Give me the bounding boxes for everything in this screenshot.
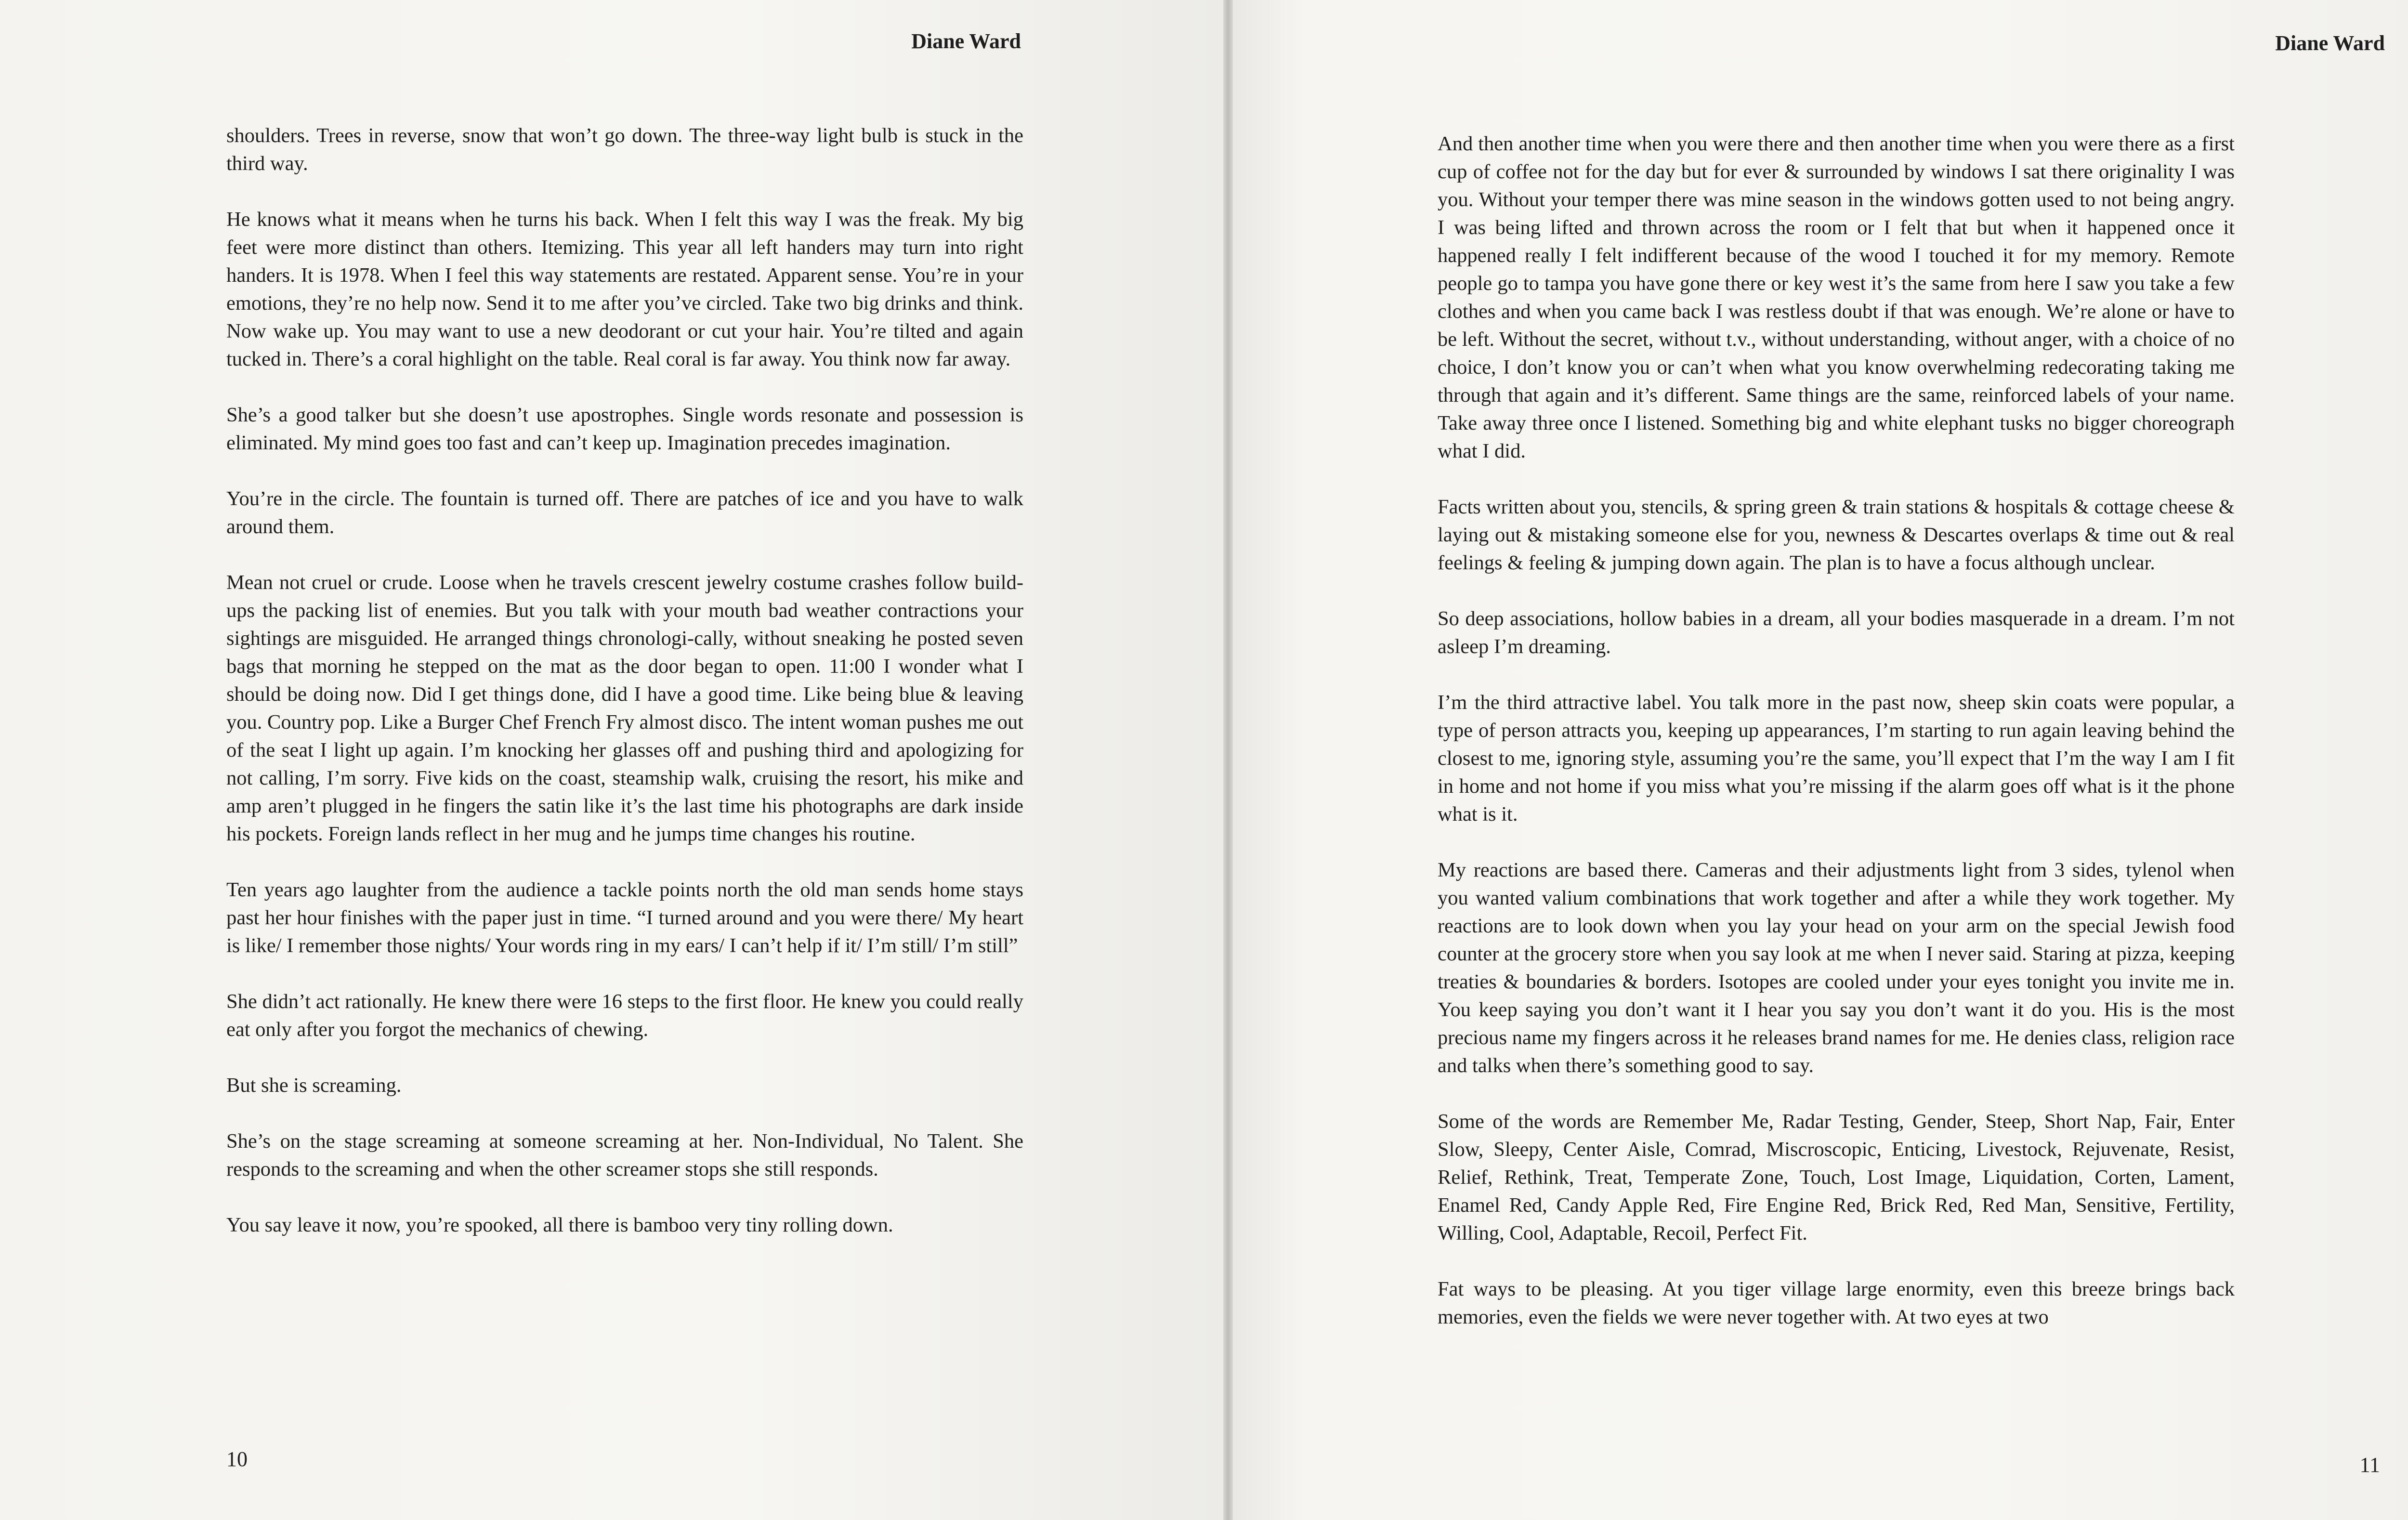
left-paragraph: You’re in the circle. The fountain is turned off. There are patches of ice and you have to walk around them. [226, 487, 1023, 538]
right-paragraph: My reactions are based there. Cameras and their adjustments light from 3 sides, tylenol when you wanted valium combinations that work together and after a while they work together. My reactions are to look down when you lay your head on your arm on the special Jewish food counter at the grocery store when you say look at me when I never said. Staring at pizza, keeping treaties & boundaries & borders. Isotopes are cooled under your eyes tonight you invite me in. You keep saying you don’t want it I hear you say you don’t want it do you. His is the most precious name my fingers across it he releases brand names for me. He denies class, religion race and talks when there’s something good to say. [1438, 859, 2235, 1077]
right-text-block [1438, 130, 2235, 1331]
left-paragraph: He knows what it means when he turns his back. When I felt this way I was the freak. My big feet were more distinct than others. Itemizing. This year all left handers may turn into right handers. It is 1978. When I feel this way statements are restated. Apparent sense. You’re in your emotions, they’re no help now. Send it to me after you’ve circled. Take two big drinks and think. Now wake up. You may want to use a new deodorant or cut your hair. You’re tilted and again tucked in. There’s a coral highlight on the table. Real coral is far away. You think now far away. [226, 208, 1023, 370]
left-paragraph: Mean not cruel or crude. Loose when he travels crescent jewelry costume crashes follow build-ups the packing list of enemies. But you talk with your mouth bad weather contractions your sightings are misguided. He arranged things chronologi-cally, without sneaking he posted seven bags that morning he stepped on the mat as the door began to open. 11:00 I wonder what I should be doing now. Did I get things done, did I have a good time. Like being blue & leaving you. Country pop. Like a Burger Chef French Fry almost disco. The intent woman pushes me out of the seat I light up again. I’m knocking her glasses off and pushing third and apologizing for not calling, I’m sorry. Five kids on the coast, steamship walk, cruising the resort, his mike and amp aren’t plugged in he fingers the satin like it’s the last time his photographs are dark inside his pockets. Foreign lands reflect in her mug and he jumps time changes his routine. [226, 571, 1023, 845]
right-paragraph: Facts written about you, stencils, & spring green & train stations & hospitals & cottage cheese & laying out & mistaking someone else for you, newness & Descartes overlaps & time out & real feelings & feeling & jumping down again. The plan is to have a focus although unclear. [1438, 496, 2235, 574]
left-paragraph: Ten years ago laughter from the audience a tackle points north the old man sends home stays past her hour finishes with the paper just in time. “I turned around and you were there/ My heart is like/ I remember those nights/ Your words ring in my ears/ I can’t help if it/ I’m still/ I’m still” [226, 878, 1023, 957]
left-paragraph: She didn’t act rationally. He knew there were 16 steps to the first floor. He knew you could really eat only after you forgot the mechanics of chewing. [226, 990, 1023, 1041]
left-paragraph: You say leave it now, you’re spooked, all there is bamboo very tiny rolling down. [226, 1214, 893, 1236]
left-running-head: Diane Ward [911, 29, 1021, 53]
right-page-number: 11 [2359, 1453, 2380, 1477]
right-paragraph: Some of the words are Remember Me, Radar Testing, Gender, Steep, Short Nap, Fair, Enter Slow, Sleepy, Center Aisle, Comrad, Miscroscopic, Enticing, Livestock, Rejuvenate, Resist, Relief, Rethink, Treat, Temperate Zone, Touch, Lost Image, Liquidation, Corten, Lament, Enamel Red, Candy Apple Red, Fire Engine Red, Brick Red, Red Man, Sensitive, Fertility, Willing, Cool, Adaptable, Recoil, Perfect Fit. [1438, 1110, 2235, 1245]
left-paragraph: She’s on the stage screaming at someone screaming at her. Non-Individual, No Talent. She responds to the screaming and when the other screamer stops she still responds. [226, 1130, 1023, 1180]
right-paragraph: Fat ways to be pleasing. At you tiger village large enormity, even this breeze brings back memories, even the fields we were never together with. At two eyes at two [1438, 1278, 2235, 1328]
left-text-block [226, 122, 1023, 1239]
right-paragraph: So deep associations, hollow babies in a dream, all your bodies masquerade in a dream. I’m not asleep I’m dreaming. [1438, 607, 2235, 658]
left-page-number: 10 [226, 1447, 248, 1471]
left-paragraph: shoulders. Trees in reverse, snow that won’t go down. The three-way light bulb is stuck in the third way. [226, 124, 1023, 175]
left-paragraph: But she is screaming. [226, 1074, 402, 1097]
book-gutter [1223, 0, 1233, 1520]
right-paragraph: I’m the third attractive label. You talk more in the past now, sheep skin coats were popular, a type of person attracts you, keeping up appearances, I’m starting to run again leaving behind the closest to me, ignoring style, assuming you’re the same, you’ll expect that I’m the way I am I fit in home and not home if you miss what you’re missing if the alarm goes off what is it the phone what is it. [1438, 691, 2235, 826]
left-paragraph: She’s a good talker but she doesn’t use apostrophes. Single words resonate and possession is eliminated. My mind goes too fast and can’t keep up. Imagination precedes imagination. [226, 404, 1023, 454]
right-page [1233, 0, 2408, 1520]
right-running-head: Diane Ward [2275, 31, 2385, 55]
right-paragraph: And then another time when you were there and then another time when you were there as a first cup of coffee not for the day but for ever & surrounded by windows I sat there originality I was you. Without your temper there was mine season in the windows gotten used to not being angry. I was being lifted and thrown across the room or I felt that but when it happened once it happened really I felt indifferent because of the wood I touched it for my memory. Remote people go to tampa you have gone there or key west it’s the same from here I saw you take a few clothes and when you came back I was restless doubt if that was enough. We’re alone or have to be left. Without the secret, without t.v., without understanding, without anger, with a choice of no choice, I don’t know you or can’t when what you know overwhelming redecorating taking me through that again and it’s different. Same things are the same, reinforced labels of your name. Take away three once I listened. Something big and white elephant tusks no bigger choreograph what I did. [1438, 132, 2235, 462]
